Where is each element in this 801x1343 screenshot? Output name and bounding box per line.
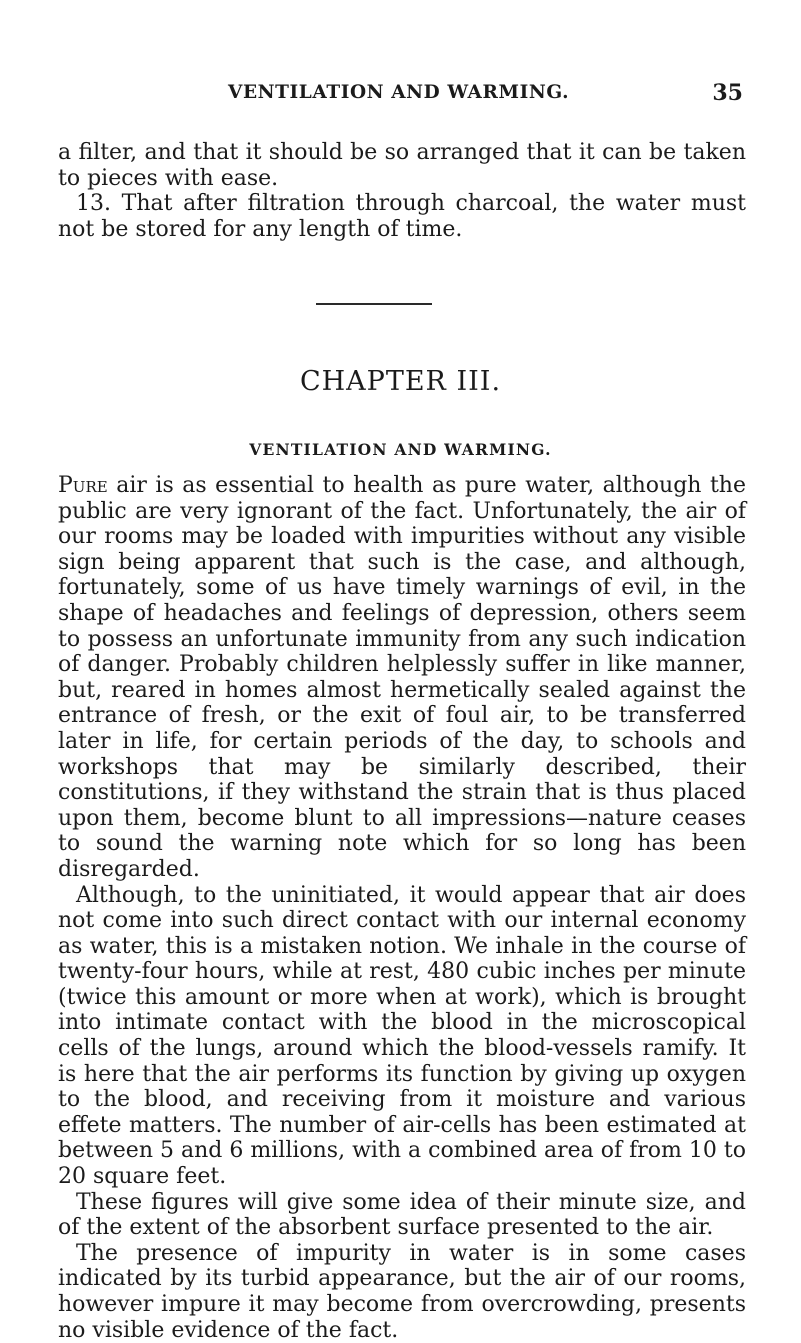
intro-text	[58, 140, 746, 242]
page-number: 35	[712, 80, 743, 106]
paragraph-air-contact: Although, to the uninitiated, it would appear that air does not come into such direct contact with our internal economy as water, this is a mistaken notion. We inhale in the course of twenty-four hours, while at rest, 480 cubic inches per minute (twice this amount or more when at work), which is brought into intimate contact with the blood in the microscopical cells of the lungs, around which the blood-vessels ramify. It is here that the air performs its function by giving up oxygen to the blood, and receiving from it moisture and various effete matters. The number of air-cells has been estimated at between 5 and 6 millions, with a combined area of from 10 to 20 square feet.	[58, 882, 746, 1190]
paragraph-lead-word: Pure	[58, 473, 108, 498]
filter-paragraph: a filter, and that it should be so arranged that it can be taken to pieces with ease.	[58, 140, 746, 191]
chapter-heading: CHAPTER III.	[299, 366, 502, 397]
section-divider	[316, 303, 432, 305]
paragraph-pure-air-text: air is as essential to health as pure water, although the public are very ignorant of the fact. Unfortunately, the air of our rooms may be loaded with impurities without any visible sign being apparent that such is the case, and although, fortunately, some of us have timely warnings of evil, in the shape of headaches and feelings of depression, others seem to possess an unfortunate immunity from any such indication of danger. Probably children helplessly suffer in like manner, but, reared in homes almost hermetically sealed against the entrance of fresh, or the exit of foul air, to be transferred later in life, for certain periods of the day, to schools and workshops that may be similarly described, their constitutions, if they withstand the strain that is thus placed upon them, become blunt to all impressions—nature ceases to sound the warning note which for so long has been disregarded.	[58, 473, 746, 882]
chapter-body	[58, 473, 746, 1343]
chapter-subheading: VENTILATION AND WARMING.	[249, 440, 552, 459]
paragraph-figures: These figures will give some idea of their minute size, and of the extent of the absorbent surface presented to the air.	[58, 1189, 746, 1241]
running-title: VENTILATION AND WARMING.	[228, 82, 570, 103]
item-13-paragraph: 13. That after filtration through charcoal, the water must not be stored for any length of time.	[58, 191, 746, 242]
running-header	[0, 82, 801, 112]
paragraph-impurity: The presence of impurity in water is in some cases indicated by its turbid appearance, but the air of our rooms, however impure it may become from overcrowding, presents no visible evidence of the fact.	[58, 1240, 746, 1343]
paragraph-pure-air	[58, 473, 746, 883]
